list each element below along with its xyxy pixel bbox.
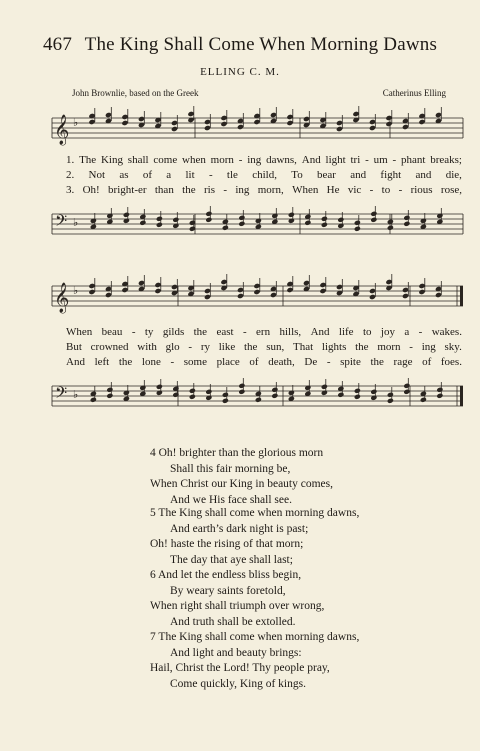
notehead xyxy=(205,395,212,401)
notehead xyxy=(172,223,179,229)
lyric-syllable: a xyxy=(166,169,172,181)
notehead xyxy=(337,217,344,223)
notehead xyxy=(354,226,361,232)
notehead xyxy=(156,216,163,222)
notehead xyxy=(370,211,377,217)
lyric-syllable: bear xyxy=(317,169,336,181)
lyric-syllable: come xyxy=(153,154,178,166)
lyric-syllable: spite xyxy=(340,356,361,368)
lyric-syllable: rious xyxy=(410,184,433,196)
notehead xyxy=(238,383,245,389)
notehead xyxy=(370,395,377,401)
lyric-syllable: the xyxy=(355,341,369,353)
stanza-text: And we His face shall see. xyxy=(170,493,292,506)
notehead xyxy=(403,215,410,221)
lyric-syllable: glo xyxy=(165,341,180,353)
notehead xyxy=(238,215,245,221)
notehead xyxy=(238,389,245,395)
lyric-syllable: rage xyxy=(393,356,413,368)
lyric-syllable: um xyxy=(373,154,388,166)
lyric-syllable: - xyxy=(392,154,397,166)
stanza-text: And light and beauty brings: xyxy=(170,646,302,659)
lyric-syllable: and xyxy=(350,169,367,181)
lyric-syllable: And xyxy=(66,356,85,368)
lyric-syllable: when xyxy=(182,154,206,166)
lyric-syllable: crowned xyxy=(90,341,129,353)
svg-text:𝄢: 𝄢 xyxy=(55,212,68,234)
lyric-syllable: - xyxy=(326,356,331,368)
system2-lyric-line-2 xyxy=(66,341,462,353)
lyric-syllable: the xyxy=(244,341,258,353)
notehead xyxy=(255,218,262,224)
notehead xyxy=(321,222,328,228)
svg-text:𝄞: 𝄞 xyxy=(54,115,70,145)
notehead xyxy=(370,389,377,395)
lyric-syllable: 2. xyxy=(66,169,75,181)
lyric-syllable: - xyxy=(398,184,403,196)
lyric-syllable: morn xyxy=(210,154,234,166)
lyric-syllable: ing xyxy=(247,154,262,166)
lyric-syllable: gilds xyxy=(162,326,185,338)
lyric-syllable: of xyxy=(422,356,432,368)
notehead xyxy=(436,387,443,393)
hymn-title: The King Shall Come When Morning Dawns xyxy=(84,34,438,55)
system1-lyric-line-2 xyxy=(66,169,462,181)
svg-text:♭: ♭ xyxy=(73,285,79,297)
lyric-syllable: lights xyxy=(321,341,347,353)
lyric-syllable: tri xyxy=(350,154,361,166)
system1-lyric-line-1 xyxy=(66,154,462,166)
lyric-syllable: And xyxy=(301,154,321,166)
stanza-line xyxy=(150,661,359,677)
notehead xyxy=(106,213,113,219)
svg-text:♭: ♭ xyxy=(73,389,79,401)
lyric-syllable: 1. xyxy=(66,154,75,166)
lyric-syllable: - xyxy=(238,154,243,166)
lyric-syllable: the xyxy=(182,184,196,196)
lyric-syllable: light xyxy=(325,154,346,166)
notehead xyxy=(420,397,427,403)
notehead xyxy=(304,385,311,391)
lyric-syllable: Not xyxy=(88,169,106,181)
lyric-syllable: And xyxy=(310,326,330,338)
system2-lyric-line-3 xyxy=(66,356,462,368)
lyric-syllable: - xyxy=(208,169,213,181)
system2-treble-staff xyxy=(0,274,480,324)
notehead xyxy=(238,221,245,227)
stanza-line xyxy=(150,677,359,693)
stanza-5 xyxy=(150,506,359,568)
lyric-syllable: beau xyxy=(101,326,123,338)
lyric-syllable: - xyxy=(418,326,423,338)
lyric-syllable: to xyxy=(362,326,372,338)
system2-lyric-line-1 xyxy=(66,326,462,338)
lyric-syllable: ry xyxy=(200,341,210,353)
notehead xyxy=(354,394,361,400)
lyric-syllable: of xyxy=(142,169,152,181)
hymn-number: 467 xyxy=(42,34,73,55)
notehead xyxy=(321,390,328,396)
lyric-syllable: the xyxy=(370,356,384,368)
stanza-text: Oh! brighter than the glorious morn xyxy=(158,447,324,459)
notehead xyxy=(205,211,212,217)
notehead xyxy=(337,392,344,398)
notehead xyxy=(387,392,394,398)
lyric-syllable: and xyxy=(415,169,432,181)
lyric-syllable: east xyxy=(216,326,234,338)
notehead xyxy=(222,392,229,398)
music-credit: Catherinus Elling xyxy=(382,88,446,98)
lyric-syllable: morn xyxy=(377,341,401,353)
lyric-syllable: lit xyxy=(185,169,195,181)
lyric-syllable: death, xyxy=(268,356,295,368)
notehead xyxy=(288,218,295,224)
lyric-syllable: - xyxy=(242,326,247,338)
system1-lyric-line-3 xyxy=(66,184,462,196)
hymn-title-line xyxy=(0,34,480,56)
lyric-syllable: morn, xyxy=(257,184,284,196)
lyric-syllable: - xyxy=(223,184,227,196)
lyric-syllable: left xyxy=(94,356,110,368)
notehead xyxy=(172,217,179,223)
stanza-text: Shall this fair morning be, xyxy=(170,462,291,475)
notehead xyxy=(271,213,278,219)
stanza-text: And truth shall be extolled. xyxy=(170,615,296,628)
lyric-syllable: to xyxy=(381,184,391,196)
notehead xyxy=(436,213,443,219)
notehead xyxy=(403,389,410,395)
svg-text:♭: ♭ xyxy=(73,117,79,129)
stanza-line xyxy=(150,568,324,584)
lyric-syllable: as xyxy=(119,169,129,181)
stanza-line xyxy=(150,477,333,493)
stanza-text: Oh! haste the rising of that morn; xyxy=(150,538,304,550)
stanza-text: The day that aye shall last; xyxy=(170,553,293,566)
notehead xyxy=(189,388,196,394)
lyric-syllable: some xyxy=(183,356,207,368)
lyric-syllable: wakes. xyxy=(431,326,462,338)
lyric-syllable: the xyxy=(118,356,133,368)
lyric-syllable: joy xyxy=(380,326,395,338)
stanza-text: The King shall come when morning dawns, xyxy=(158,631,360,643)
lyric-syllable: - xyxy=(131,326,136,338)
stanza-line xyxy=(150,599,324,615)
lyric-syllable: vic xyxy=(347,184,362,196)
stanza-text: The King shall come when morning dawns, xyxy=(158,507,360,519)
stanza-text: Come quickly, King of kings. xyxy=(170,677,306,690)
stanza-line xyxy=(150,646,359,662)
stanza-7 xyxy=(150,630,359,692)
lyric-syllable: ing xyxy=(421,341,436,353)
notehead xyxy=(321,384,328,390)
lyric-syllable: He xyxy=(326,184,340,196)
lyric-syllable: Oh! xyxy=(82,184,100,196)
notehead xyxy=(156,384,163,390)
stanza-line xyxy=(150,506,359,522)
stanza-text: Hail, Christ the Lord! Thy people pray, xyxy=(150,662,330,674)
svg-text:𝄞: 𝄞 xyxy=(54,283,70,313)
lyric-syllable: King xyxy=(100,154,123,166)
lyric-syllable: The xyxy=(79,154,97,166)
lyric-syllable: of xyxy=(249,356,259,368)
lyric-syllable: - xyxy=(409,341,413,353)
notehead xyxy=(337,223,344,229)
lyric-syllable: That xyxy=(292,341,314,353)
notehead xyxy=(156,390,163,396)
lyric-syllable: - xyxy=(170,356,175,368)
lyric-syllable: bright-er xyxy=(108,184,147,196)
stanza-number: 5 xyxy=(150,507,159,519)
stanza-line xyxy=(150,537,359,553)
stanza-line xyxy=(150,446,333,462)
notehead xyxy=(354,220,361,226)
lyric-syllable: - xyxy=(369,184,374,196)
svg-text:𝄢: 𝄢 xyxy=(55,384,68,406)
lyric-syllable: When xyxy=(66,326,93,338)
notehead xyxy=(271,387,278,393)
notehead xyxy=(387,398,394,404)
lyric-syllable: fight xyxy=(380,169,402,181)
lyric-syllable: foes. xyxy=(440,356,462,368)
lyric-syllable: rose, xyxy=(440,184,462,196)
notehead xyxy=(106,393,113,399)
lyric-syllable: breaks; xyxy=(430,154,462,166)
lyric-syllable: De xyxy=(304,356,318,368)
notehead xyxy=(354,388,361,394)
notehead xyxy=(403,221,410,227)
lyric-syllable: a xyxy=(404,326,410,338)
notehead xyxy=(288,390,295,396)
stanza-line xyxy=(150,553,359,569)
lyric-syllable: than xyxy=(154,184,174,196)
lyric-syllable: die, xyxy=(445,169,462,181)
lyric-syllable: phant xyxy=(400,154,426,166)
notehead xyxy=(123,218,130,224)
lyric-syllable: life xyxy=(338,326,354,338)
lyric-syllable: sky. xyxy=(444,341,462,353)
stanza-line xyxy=(150,522,359,538)
lyric-syllable: - xyxy=(188,341,193,353)
lyric-syllable: But xyxy=(66,341,82,353)
lyric-syllable: sun, xyxy=(266,341,285,353)
lyric-syllable: ing xyxy=(235,184,250,196)
notehead xyxy=(222,398,229,404)
lyric-syllable: like xyxy=(218,341,236,353)
notehead xyxy=(106,387,113,393)
stanza-text: And let the endless bliss begin, xyxy=(158,569,302,581)
notehead xyxy=(123,390,130,396)
stanza-text: And earth’s dark night is past; xyxy=(170,522,309,535)
notehead xyxy=(139,385,146,391)
notehead xyxy=(370,217,377,223)
system1-treble-staff xyxy=(0,104,480,154)
lyric-syllable: ris xyxy=(203,184,215,196)
lyric-syllable: 3. xyxy=(66,184,75,196)
lyric-syllable: hills, xyxy=(279,326,302,338)
stanza-6 xyxy=(150,568,324,630)
notehead xyxy=(90,218,97,224)
notehead xyxy=(222,225,229,231)
system1-bass-staff xyxy=(0,198,480,248)
stanza-number: 4 xyxy=(150,447,159,459)
notehead xyxy=(139,220,146,226)
lyric-syllable: child, xyxy=(252,169,277,181)
stanza-number: 6 xyxy=(150,569,158,581)
notehead xyxy=(271,393,278,399)
lyric-syllable: To xyxy=(291,169,303,181)
lyric-syllable: dawns, xyxy=(266,154,297,166)
notehead xyxy=(288,212,295,218)
lyric-syllable: - xyxy=(365,154,369,166)
notehead xyxy=(90,397,97,403)
notehead xyxy=(205,389,212,395)
lyric-syllable: ty xyxy=(144,326,154,338)
stanza-text: By weary saints foretold, xyxy=(170,584,286,597)
notehead xyxy=(304,220,311,226)
notehead xyxy=(420,218,427,224)
lyric-syllable: the xyxy=(193,326,208,338)
stanza-line xyxy=(150,630,359,646)
lyric-syllable: with xyxy=(137,341,157,353)
stanza-text: When right shall triumph over wrong, xyxy=(150,600,325,612)
stanza-number: 7 xyxy=(150,631,159,643)
stanza-4 xyxy=(150,446,333,508)
lyric-syllable: lone xyxy=(141,356,161,368)
svg-text:♭: ♭ xyxy=(73,217,79,229)
notehead xyxy=(156,222,163,228)
words-credit: John Brownlie, based on the Greek xyxy=(72,88,199,98)
stanza-text: When Christ our King in beauty comes, xyxy=(150,478,334,490)
notehead xyxy=(403,383,410,389)
lyric-syllable: When xyxy=(292,184,319,196)
tune-name: ELLING C. M. xyxy=(200,66,280,78)
system2-bass-staff xyxy=(0,372,480,422)
notehead xyxy=(189,394,196,400)
stanza-line xyxy=(150,584,324,600)
lyric-syllable: tle xyxy=(226,169,238,181)
notehead xyxy=(123,212,130,218)
notehead xyxy=(255,397,262,403)
notehead xyxy=(321,216,328,222)
stanza-line xyxy=(150,462,333,478)
notehead xyxy=(436,393,443,399)
lyric-syllable: ern xyxy=(256,326,271,338)
lyric-syllable: place xyxy=(216,356,240,368)
notehead xyxy=(205,217,212,223)
stanza-line xyxy=(150,615,324,631)
lyric-syllable: shall xyxy=(127,154,149,166)
notehead xyxy=(387,225,394,231)
